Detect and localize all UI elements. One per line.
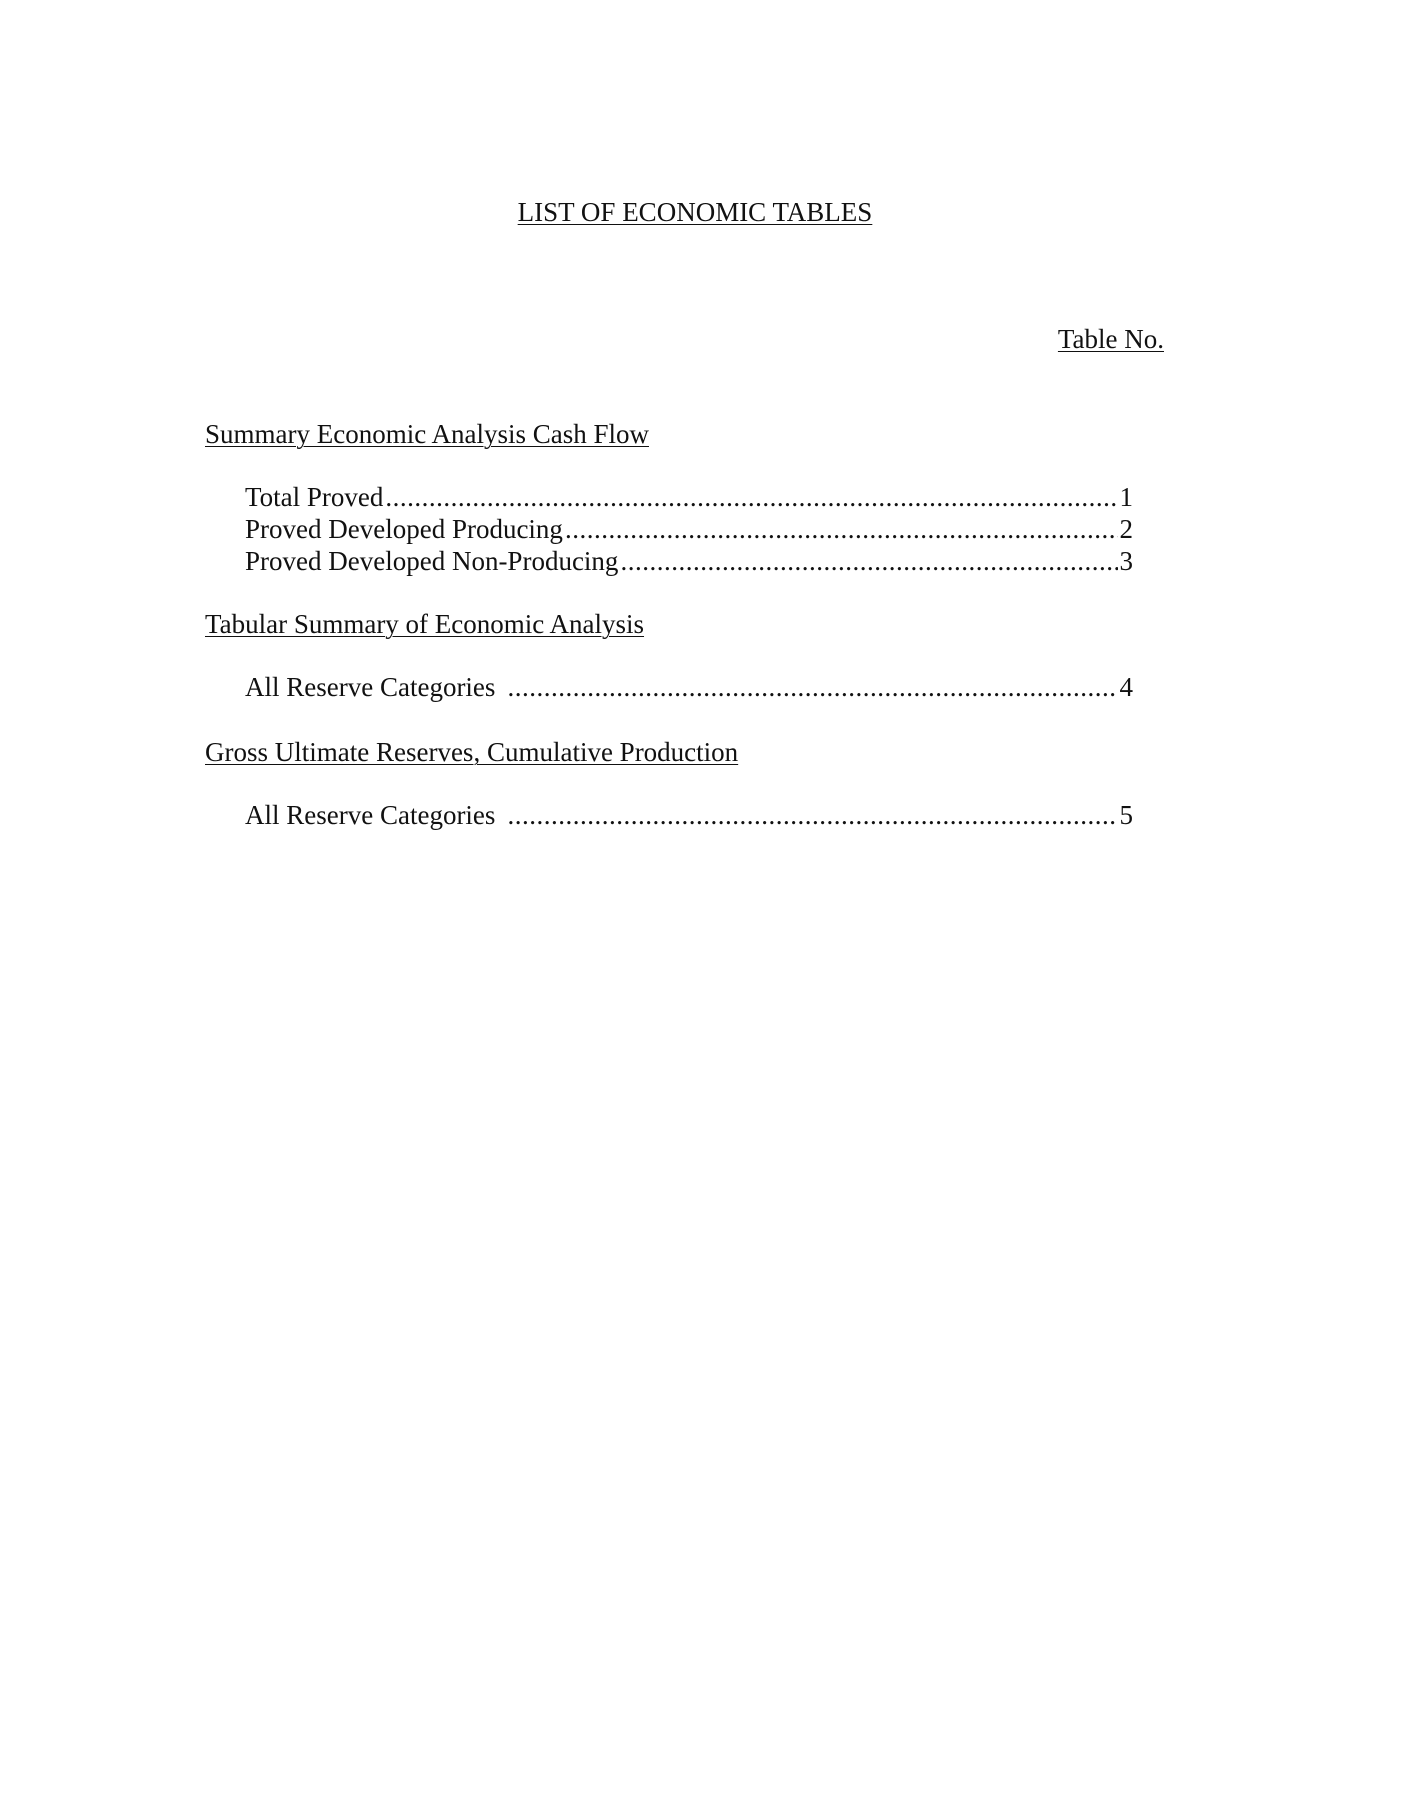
dot-leader — [385, 481, 1117, 513]
toc-entry-label: All Reserve Categories — [245, 672, 496, 702]
toc-entry[interactable] — [245, 799, 1133, 831]
dot-leader — [620, 545, 1117, 577]
section-heading: Summary Economic Analysis Cash Flow — [205, 419, 649, 449]
toc-entry-label: All Reserve Categories — [245, 800, 496, 830]
toc-entry-label: Proved Developed Producing — [245, 514, 563, 544]
toc-entry-number: 5 — [1119, 800, 1133, 830]
toc-entry-number: 2 — [1119, 514, 1133, 544]
dot-leader — [507, 799, 1117, 831]
toc-entry-number: 3 — [1119, 546, 1133, 576]
section-heading: Gross Ultimate Reserves, Cumulative Production — [205, 737, 739, 767]
toc-entry-label: Total Proved — [245, 482, 384, 512]
toc-entry[interactable] — [245, 481, 1133, 513]
page-title — [0, 196, 1390, 228]
toc-entry[interactable] — [245, 513, 1133, 545]
dot-leader — [507, 671, 1117, 703]
toc-entry-number: 1 — [1119, 482, 1133, 512]
table-number-header: Table No. — [1057, 324, 1164, 354]
toc-entry[interactable] — [245, 671, 1133, 703]
toc-entry[interactable] — [245, 545, 1133, 577]
dot-leader — [565, 513, 1118, 545]
toc-entry-label: Proved Developed Non-Producing — [245, 546, 619, 576]
section-heading: Tabular Summary of Economic Analysis — [205, 609, 645, 639]
toc-entry-number: 4 — [1119, 672, 1133, 702]
page-title-text: LIST OF ECONOMIC TABLES — [517, 197, 873, 227]
